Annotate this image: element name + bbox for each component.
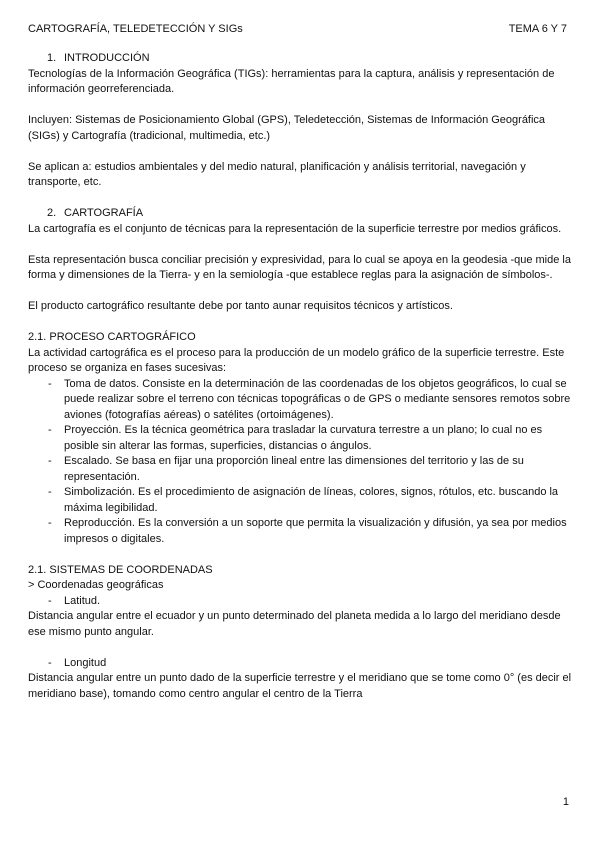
header-topic: TEMA 6 Y 7 [508, 23, 567, 35]
page-content [28, 51, 572, 702]
section-2-2-heading: 2.1. SISTEMAS DE COORDENADAS [28, 563, 213, 576]
section-1-number: 1. [47, 52, 57, 64]
section-2-heading [28, 206, 572, 222]
latitude-label: - Latitud. [48, 594, 101, 607]
list-item: - Toma de datos. Consiste en la determinación de las coordenadas de los objetos geográficos, lo cual se puede realizar sobre el terreno con técnicas topográficas o de GPS o mediante sensores remotos sobre aviones (fotografías aéreas) o satélites (ortoimágenes). [48, 377, 571, 421]
list-item-text: Proyección. Es la técnica geométrica para trasladar la curvatura terrestre a un plano; lo cual no es posible sin alterar las formas, superficies, distancias o ángulos. [64, 424, 543, 452]
section-2-1-heading: 2.1. PROCESO CARTOGRÁFICO [28, 331, 196, 343]
page-number: 1 [562, 796, 569, 808]
list-item-text: Toma de datos. Consiste en la determinación de las coordenadas de los objetos geográficos, lo cual se puede realizar sobre el terreno con técnicas topográficas o de GPS o mediante sensores remotos sobre aviones (fotografías aéreas) o satélites (ortoimágenes). [64, 377, 571, 421]
process-phases-list [28, 377, 572, 548]
section-1-paragraph-1: Tecnologías de la Información Geográfica (TIGs): herramientas para la captura, análisis y representación de información georreferenciada. [28, 67, 555, 95]
list-item-text: Simbolización. Es el procedimiento de asignación de líneas, colores, signos, rótulos, etc. buscando la máxima legibilidad. [64, 486, 559, 514]
list-item: - Escalado. Se basa en fijar una proporción lineal entre las dimensiones del territorio y las de su representación. [48, 455, 524, 483]
section-2-paragraph-1: La cartografía es el conjunto de técnicas para la representación de la superficie terrestre por medios gráficos. [28, 222, 562, 235]
section-2-title: CARTOGRAFÍA [64, 207, 144, 219]
section-1-title: INTRODUCCIÓN [64, 52, 150, 64]
longitude-label: - Longitud [48, 656, 107, 669]
section-1-paragraph-2: Incluyen: Sistemas de Posicionamiento Global (GPS), Teledetección, Sistemas de Información Geográfica (SIGs) y Cartografía (tradicional, multimedia, etc.) [28, 114, 546, 142]
header-title: CARTOGRAFÍA, TELEDETECCIÓN Y SIGs [28, 23, 243, 35]
geographic-coordinates-subheading: > Coordenadas geográficas [28, 579, 164, 591]
section-2-number: 2. [47, 207, 57, 219]
section-2-paragraph-3: El producto cartográfico resultante debe por tanto aunar requisitos técnicos y artísticos. [28, 300, 453, 312]
list-item: - Simbolización. Es el procedimiento de asignación de líneas, colores, signos, rótulos, etc. buscando la máxima legibilidad. [48, 486, 559, 514]
section-1-heading [28, 51, 572, 67]
list-item: - Proyección. Es la técnica geométrica para trasladar la curvatura terrestre a un plano; lo cual no es posible sin alterar las formas, superficies, distancias o ángulos. [48, 424, 543, 452]
latitude-definition: Distancia angular entre el ecuador y un punto determinado del planeta medida a lo largo del meridiano desde ese mismo punto angular. [28, 610, 561, 638]
list-item-text: Escalado. Se basa en fijar una proporción lineal entre las dimensiones del territorio y las de su representación. [64, 455, 524, 483]
list-item-text: Reproducción. Es la conversión a un soporte que permita la visualización y difusión, ya sea por medios impresos o digitales. [64, 517, 567, 545]
page-header [28, 22, 567, 38]
section-2-1-intro: La actividad cartográfica es el proceso para la producción de un modelo gráfico de la superficie terrestre. Este proceso se organiza en fases sucesivas: [28, 346, 565, 374]
list-item: - Reproducción. Es la conversión a un soporte que permita la visualización y difusión, ya sea por medios impresos o digitales. [48, 517, 567, 545]
longitude-definition: Distancia angular entre un punto dado de la superficie terrestre y el meridiano que se tome como 0° (es decir el meridiano base), tomando como centro angular el centro de la Tierra [28, 672, 572, 700]
section-1-paragraph-3: Se aplican a: estudios ambientales y del medio natural, planificación y análisis territorial, navegación y transporte, etc. [28, 160, 526, 188]
section-2-paragraph-2: Esta representación busca conciliar precisión y expresividad, para lo cual se apoya en la geodesia -que mide la forma y dimensiones de la Tierra- y en la semiología -que establece reglas para la asignación de símbolos-. [28, 253, 571, 281]
